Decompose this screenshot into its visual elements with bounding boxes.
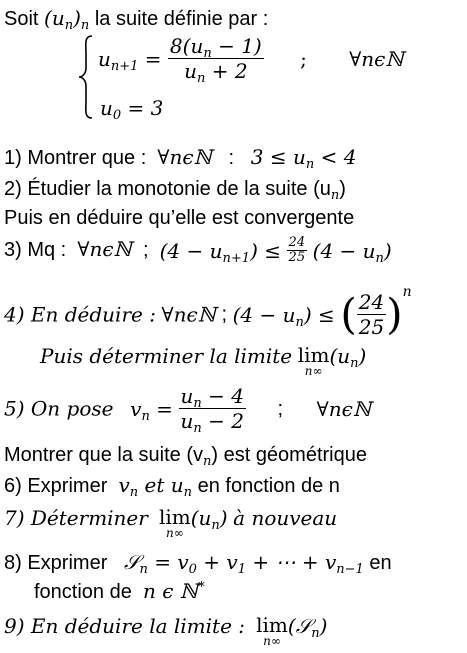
question-8: 8) Exprimer 𝒮$_n$ = $v_0 + v_1$ + ⋯ + $v_{n-1}$ en bbox=[4, 550, 392, 577]
question-5: 5) On pose $v_n$ = $\frac{u_n - 4}{u_n - 2}$ ; ∀nϵℕ bbox=[4, 384, 372, 436]
fraction-24-25-big: $\frac{24}{25}$ bbox=[358, 290, 385, 339]
question-2-line-2: Puis en déduire qu’elle est convergente bbox=[4, 207, 355, 229]
left-brace-icon bbox=[78, 34, 94, 120]
intro-line bbox=[4, 6, 268, 31]
initial-term: $u_0 = 3$ bbox=[100, 96, 164, 123]
question-2: 2) Étudier la monotonie de la suite $(u_n)$ bbox=[4, 178, 346, 203]
v-fraction: $\frac{u_n - 4}{u_n - 2}$ bbox=[180, 384, 244, 436]
question-6: 6) Exprimer $v_n$ et $u_n$ en fonction de n bbox=[4, 473, 340, 500]
question-5-line-2: Montrer que la suite $(v_n)$ est géométrique bbox=[4, 444, 367, 469]
question-3: 3) Mq : ∀nϵℕ ; $(4 - u_{n+1})$ ≤ $\frac{24}{25}$ $(4 - u_n)$ bbox=[4, 235, 392, 266]
intro-rest: la suite définie par : bbox=[94, 8, 269, 30]
question-7: 7) Déterminer lim n∞ $(u_n)$ à nouveau bbox=[4, 505, 338, 540]
intro-text: Soit bbox=[4, 8, 39, 30]
definition-system bbox=[78, 30, 418, 122]
recurrence-fraction: $\frac{8(u_n - 1)}{u_n + 2}$ bbox=[169, 34, 262, 86]
limit-operator: lim n∞ bbox=[297, 343, 330, 378]
recurrence-relation: $u_{n+1}$ = $\frac{8(u_n - 1)}{u_n + 2}$ ; ∀nϵℕ bbox=[98, 34, 404, 86]
question-4-line-2: Puis déterminer la limite lim n∞ $(u_n)$ bbox=[40, 343, 367, 378]
question-4: 4) En déduire : ∀nϵℕ ; $(4 - u_n)$ ≤ ( $\frac{24}{25}$ )$^n$ bbox=[4, 283, 412, 339]
sequence-notation: $(u_n)_n$ bbox=[44, 6, 90, 33]
question-9: 9) En déduire la limite : lim n∞ (𝒮$_n$) bbox=[4, 613, 328, 648]
question-1: 1) Montrer que : ∀nϵℕ : $3 \le u_n < 4$ bbox=[4, 145, 357, 172]
limit-operator: lim n∞ bbox=[158, 505, 191, 540]
fraction-24-25: $\frac{24}{25}$ bbox=[288, 235, 306, 265]
limit-operator: lim n∞ bbox=[256, 613, 288, 648]
question-8-line-2: fonction de n ϵ ℕ* bbox=[34, 579, 205, 603]
